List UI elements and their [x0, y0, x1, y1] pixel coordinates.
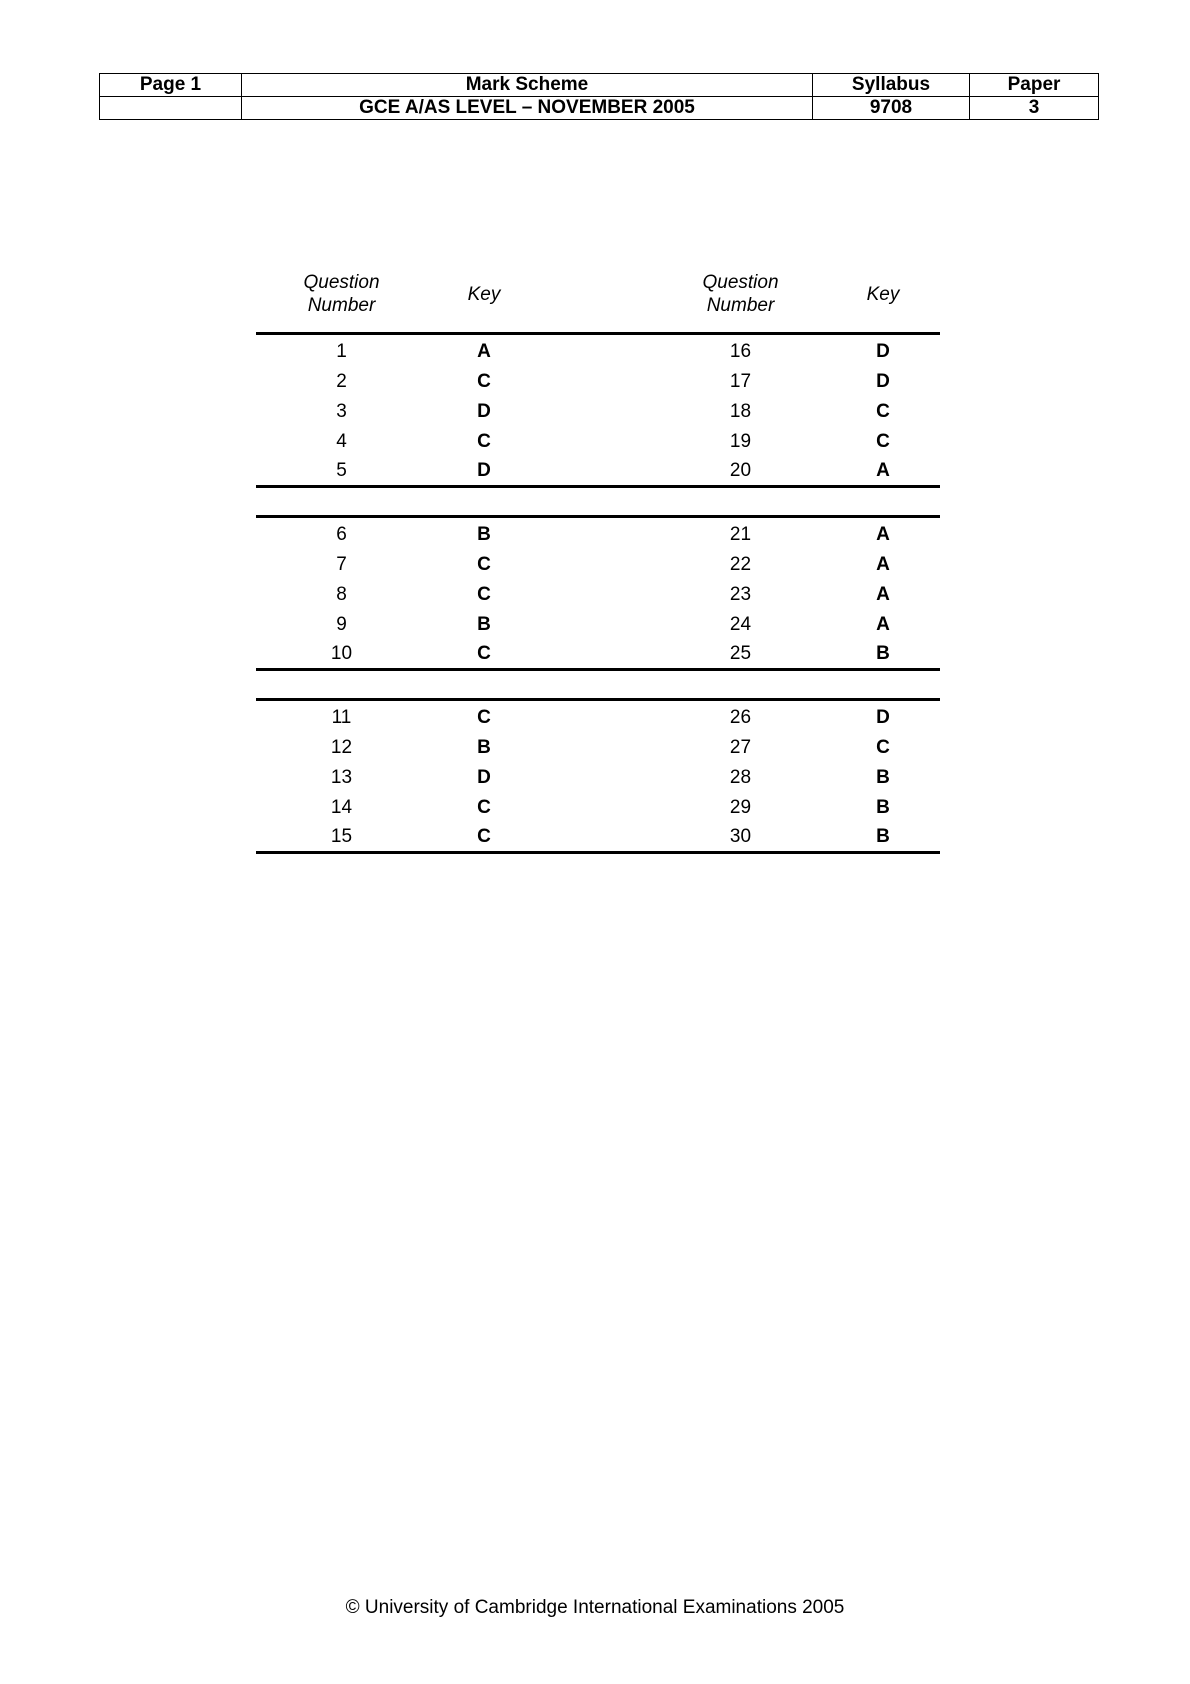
spacer-cell: [541, 457, 655, 487]
copyright-footer: © University of Cambridge International Examinations 2005: [345, 1597, 845, 1618]
spacer-cell: [541, 427, 655, 457]
separator-cell: [541, 487, 655, 517]
question-number-cell: 26: [729, 707, 752, 728]
separator-cell: [826, 487, 940, 517]
table-row: [256, 334, 940, 368]
question-number-cell: 17: [729, 371, 752, 392]
question-number-cell: 9: [336, 614, 347, 635]
question-number-header: [655, 262, 826, 334]
table-row: [256, 610, 940, 640]
header-row-2: [100, 97, 1099, 120]
key-cell: C: [477, 554, 491, 575]
spacer-cell: [541, 367, 655, 397]
question-number-cell: 28: [729, 767, 752, 788]
key-cell: B: [477, 737, 491, 758]
spacer-cell: [541, 517, 655, 551]
question-number-cell: 18: [729, 401, 752, 422]
question-number-cell: 7: [336, 554, 347, 575]
key-cell: D: [477, 401, 491, 422]
key-cell: A: [826, 457, 940, 487]
answer-key-header: [256, 262, 940, 334]
answer-key-body: [256, 334, 940, 853]
key-cell: D: [876, 371, 890, 392]
question-number-cell: 23: [729, 584, 752, 605]
key-cell: C: [477, 371, 491, 392]
spacer-cell: [541, 550, 655, 580]
key-cell: A: [876, 554, 890, 575]
table-row: [256, 823, 940, 853]
separator-cell: [256, 670, 427, 700]
spacer-cell: [541, 397, 655, 427]
question-number-cell: 14: [330, 797, 353, 818]
question-number-cell: 25: [655, 640, 826, 670]
doc-title: Mark Scheme: [242, 74, 813, 97]
key-cell: C: [477, 584, 491, 605]
key-cell: C: [477, 431, 491, 452]
spacer-cell: [541, 334, 655, 368]
question-number-cell: 3: [336, 401, 347, 422]
key-cell: C: [876, 431, 890, 452]
separator-cell: [541, 670, 655, 700]
key-cell: C: [477, 797, 491, 818]
question-number-cell: 11: [331, 707, 352, 728]
key-cell: C: [427, 640, 541, 670]
paper-number: 3: [970, 97, 1099, 120]
separator-cell: [655, 670, 826, 700]
key-cell: A: [876, 584, 890, 605]
table-row: [256, 367, 940, 397]
question-number-cell: 10: [256, 640, 427, 670]
table-row: [256, 793, 940, 823]
syllabus-label: Syllabus: [813, 74, 970, 97]
key-cell: D: [477, 767, 491, 788]
spacer-cell: [541, 733, 655, 763]
spacer-cell: [541, 580, 655, 610]
question-number-cell: 12: [330, 737, 353, 758]
question-number-cell: 13: [330, 767, 353, 788]
key-cell: B: [477, 524, 491, 545]
key-cell: B: [826, 823, 940, 853]
table-row: [256, 580, 940, 610]
spacer-header: [541, 262, 655, 334]
question-number-cell: 30: [655, 823, 826, 853]
question-number-cell: 20: [655, 457, 826, 487]
spacer-cell: [541, 700, 655, 734]
question-number-cell: 29: [729, 797, 752, 818]
header-empty-cell: [100, 97, 242, 120]
key-cell: B: [876, 767, 890, 788]
table-row: [256, 397, 940, 427]
table-row: [256, 550, 940, 580]
separator-cell: [655, 487, 826, 517]
key-cell: B: [477, 614, 491, 635]
key-cell: A: [477, 341, 491, 362]
exam-title: GCE A/AS LEVEL – NOVEMBER 2005: [242, 97, 813, 120]
question-number-cell: 19: [729, 431, 752, 452]
separator-cell: [826, 670, 940, 700]
spacer-cell: [541, 763, 655, 793]
header-row-1: [100, 74, 1099, 97]
key-cell: C: [427, 823, 541, 853]
question-number-cell: 1: [336, 341, 347, 362]
question-number-cell: 21: [729, 524, 752, 545]
question-number-cell: 16: [729, 341, 752, 362]
paper-label: Paper: [970, 74, 1099, 97]
key-cell: B: [876, 797, 890, 818]
spacer-cell: [541, 823, 655, 853]
question-header-line2: Number: [307, 295, 376, 316]
spacer-cell: [541, 793, 655, 823]
spacer-cell: [541, 610, 655, 640]
table-row: [256, 427, 940, 457]
answer-key-table: [256, 262, 940, 854]
question-header-line1: Question: [702, 272, 779, 293]
table-row: [256, 733, 940, 763]
key-header: Key: [427, 262, 541, 334]
table-row: [256, 763, 940, 793]
question-header-line1: Question: [303, 272, 380, 293]
table-row: [256, 700, 940, 734]
question-number-cell: 4: [336, 431, 347, 452]
separator-cell: [256, 487, 427, 517]
question-number-cell: 6: [336, 524, 347, 545]
separator-cell: [427, 670, 541, 700]
key-cell: D: [876, 707, 890, 728]
key-cell: C: [876, 401, 890, 422]
key-cell: A: [876, 614, 890, 635]
question-number-cell: 22: [729, 554, 752, 575]
table-row: [256, 457, 940, 487]
question-number-cell: 8: [336, 584, 347, 605]
question-number-cell: 5: [256, 457, 427, 487]
page-label: Page 1: [100, 74, 242, 97]
question-number-cell: 24: [729, 614, 752, 635]
group-separator: [256, 670, 940, 700]
separator-cell: [427, 487, 541, 517]
key-cell: A: [876, 524, 890, 545]
header-table: [99, 73, 1099, 120]
key-cell: B: [826, 640, 940, 670]
key-header: Key: [826, 262, 940, 334]
spacer-cell: [541, 640, 655, 670]
question-number-cell: 2: [336, 371, 347, 392]
question-number-cell: 27: [729, 737, 752, 758]
question-number-header: [256, 262, 427, 334]
group-separator: [256, 487, 940, 517]
question-header-line2: Number: [706, 295, 775, 316]
question-number-cell: 15: [256, 823, 427, 853]
table-row: [256, 517, 940, 551]
syllabus-code: 9708: [813, 97, 970, 120]
key-cell: C: [876, 737, 890, 758]
key-cell: D: [427, 457, 541, 487]
key-cell: D: [876, 341, 890, 362]
table-row: [256, 640, 940, 670]
key-cell: C: [477, 707, 491, 728]
